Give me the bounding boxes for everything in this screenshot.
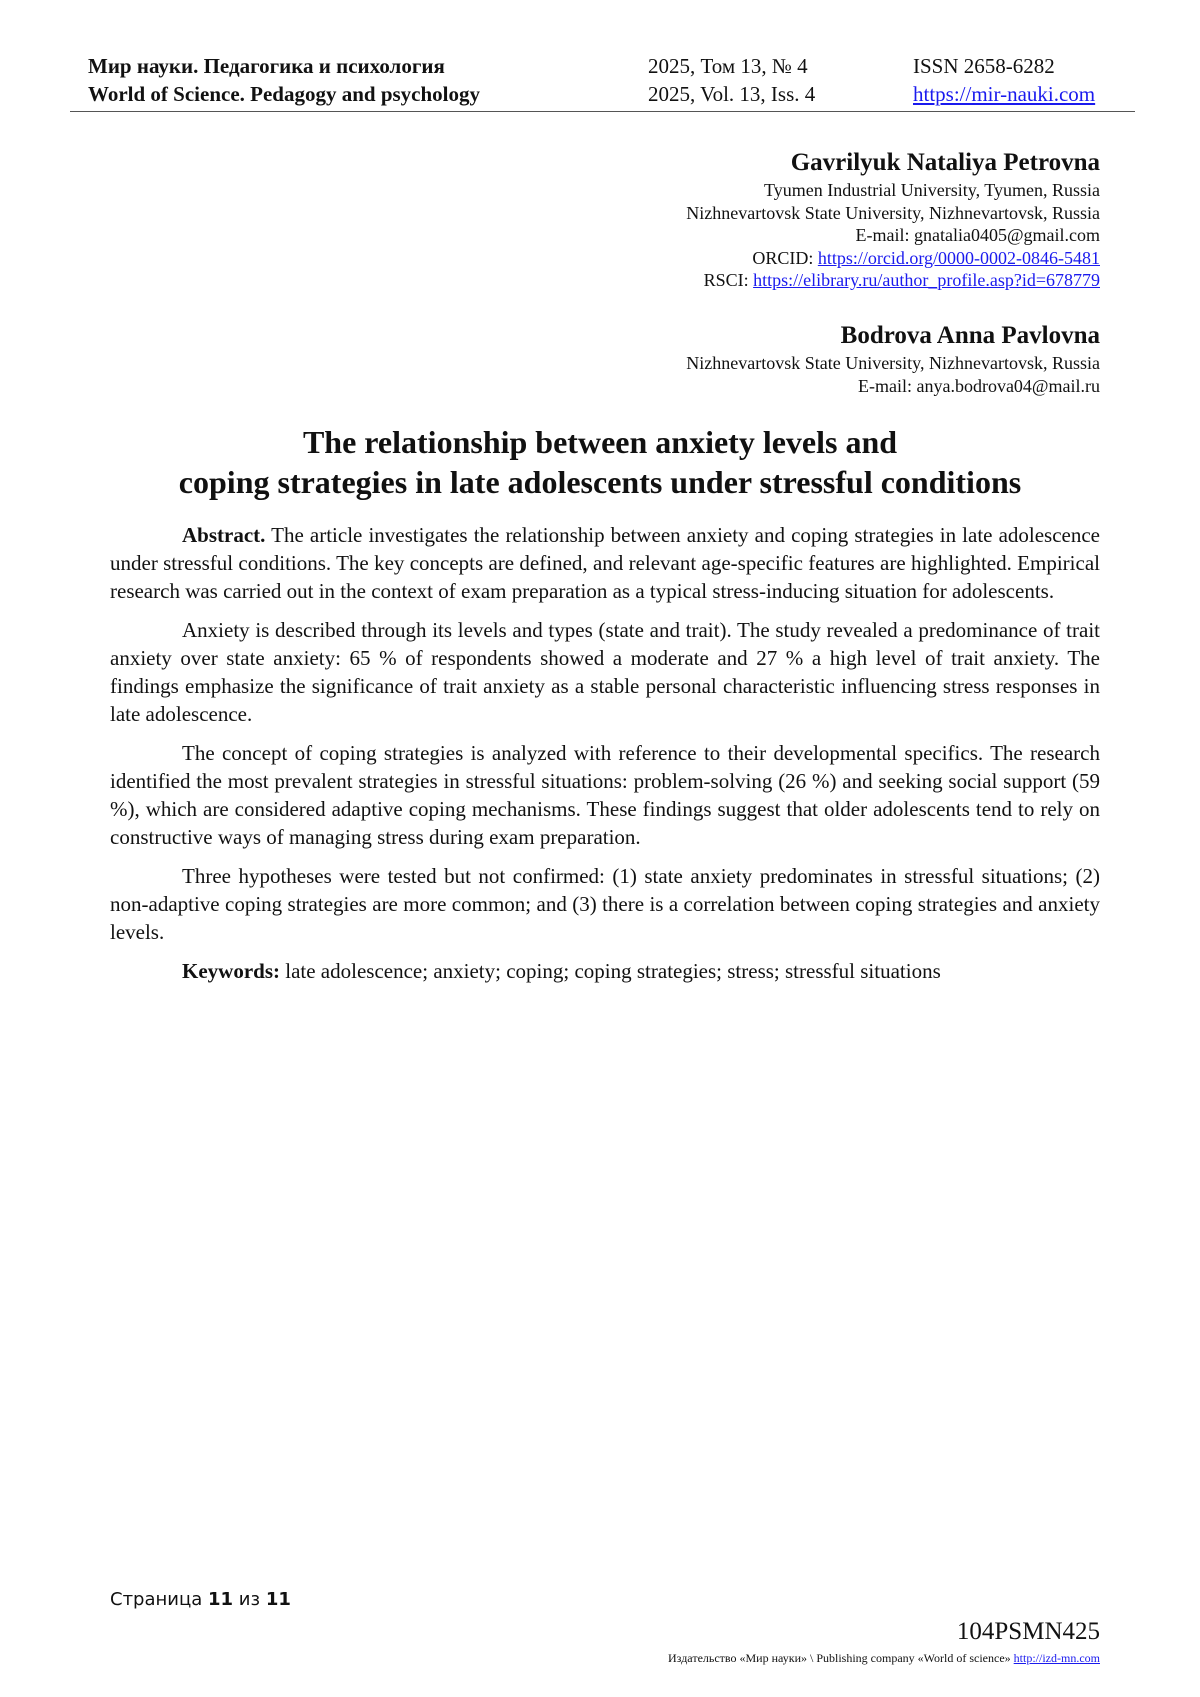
author-block-2 [686,320,1100,397]
header-divider [70,111,1135,112]
header-row-english [88,80,1124,108]
issue-info-en: 2025, Vol. 13, Iss. 4 [648,82,816,106]
orcid-label: ORCID: [752,247,814,268]
abstract-paragraph: Anxiety is described through its levels and types (state and trait). The study revealed a predominance of trait anxiety over state anxiety: 65 % of respondents showed a moderate and 27 % a high level of trait anxiety. The findings emphasize the significance of trait anxiety as a stable personal characteristic influencing stress responses in late adolescence. [110,618,1100,726]
page-of: из [238,1589,261,1610]
abstract-paragraph: The concept of coping strategies is analyzed with reference to their developmental specifics. The research identified the most prevalent strategies in stressful situations: problem-solving (26 %) and seeking social support (59 %), which are considered adaptive coping mechanisms. These findings suggest that older adolescents tend to rely on constructive ways of managing stress during exam preparation. [110,741,1100,849]
publisher-line [668,1650,1100,1666]
keywords-text: late adolescence; anxiety; coping; coping strategies; stress; stressful situations [285,959,941,983]
abstract-paragraph [110,521,1100,605]
keywords-paragraph [110,957,1100,985]
page-current: 11 [208,1589,234,1610]
author-email: E-mail: gnatalia0405@gmail.com [855,225,1100,245]
publisher-text: Издательство «Мир науки» \ Publishing company «World of science» [668,1651,1011,1665]
abstract-text: The article investigates the relationship between anxiety and coping strategies in late adolescence under stressful conditions. The key concepts are defined, and relevant age-specific features are highlighted. Empirical research was carried out in the context of exam preparation as a typical stress-inducing situation for adolescents. [110,523,1101,603]
author-affiliation: Nizhnevartovsk State University, Nizhnevartovsk, Russia [686,202,1100,223]
page-word: Страница [110,1589,203,1610]
author-email: E-mail: anya.bodrova04@mail.ru [857,375,1100,396]
abstract-section [110,521,1100,996]
title-line-1: The relationship between anxiety levels and [302,424,898,460]
author-name: Gavrilyuk Nataliya Petrovna [790,149,1100,176]
issue-info-ru: 2025, Том 13, № 4 [648,54,808,78]
author-affiliation: Tyumen Industrial University, Tyumen, Russia [764,180,1100,200]
journal-site-link[interactable]: https://mir-nauki.com [913,82,1096,106]
author-affiliation: Nizhnevartovsk State University, Nizhnevartovsk, Russia [686,353,1100,373]
orcid-link[interactable]: https://orcid.org/0000-0002-0846-5481 [817,247,1100,268]
author-block-1 [686,147,1100,292]
journal-name-en: World of Science. Pedagogy and psychology [88,82,481,106]
rsci-label: RSCI: [703,270,749,290]
header-row-russian [88,52,1124,80]
keywords-label: Keywords: [182,959,280,983]
publisher-link[interactable]: http://izd-mn.com [1013,1651,1100,1665]
author-name: Bodrova Anna Pavlovna [840,322,1100,349]
author-rsci [686,269,1100,292]
abstract-label: Abstract. [182,523,266,547]
rsci-link[interactable]: https://elibrary.ru/author_profile.asp?id=678779 [753,270,1100,290]
article-code: 104PSMN425 [956,1618,1100,1645]
page-total: 11 [265,1589,291,1610]
title-line-2: coping strategies in late adolescents under stressful conditions [178,464,1022,500]
author-orcid [686,247,1100,270]
issn: ISSN 2658-6282 [913,54,1055,78]
page-number [110,1588,291,1612]
journal-name-ru: Мир науки. Педагогика и психология [88,54,445,78]
journal-header [88,52,1124,110]
abstract-paragraph: Three hypotheses were tested but not confirmed: (1) state anxiety predominates in stressful situations; (2) non-adaptive coping strategies are more common; and (3) there is a correlation between coping strategies and anxiety levels. [110,864,1100,944]
article-title [88,422,1112,502]
